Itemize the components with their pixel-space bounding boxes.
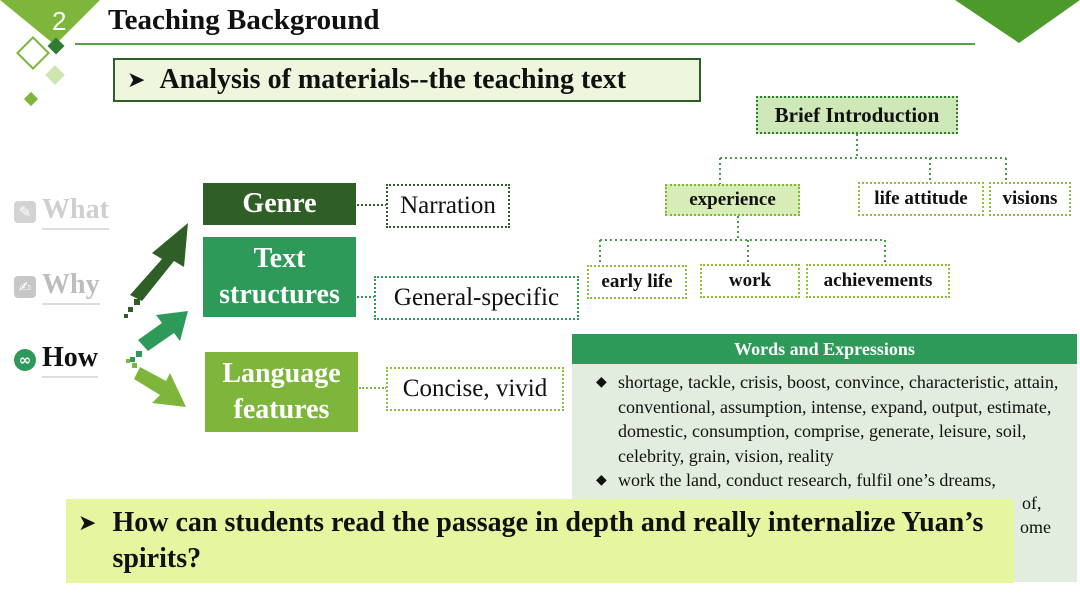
category-label: Text structures xyxy=(219,243,340,310)
tree-node-label: experience xyxy=(689,189,776,210)
sidebar-item-how[interactable] xyxy=(14,342,98,378)
pen-icon: ✍ xyxy=(14,276,36,298)
question-text: How can students read the passage in depth and really internalize Yuan’s spirits? xyxy=(112,507,984,574)
section-number: 2 xyxy=(52,6,67,36)
branch-arrows xyxy=(110,215,200,415)
tree-root-label: Brief Introduction xyxy=(774,102,940,127)
edit-icon: ✎ xyxy=(14,201,36,223)
hidden-fragment-text: ome xyxy=(1020,517,1051,537)
hidden-fragment-text: of, xyxy=(1022,493,1042,513)
sidebar-item-label: How xyxy=(42,342,98,378)
value-genre xyxy=(386,184,510,228)
category-language-features xyxy=(205,352,358,432)
subtitle-text: Analysis of materials--the teaching text xyxy=(159,64,627,95)
tree-node-life-attitude xyxy=(858,182,984,216)
subtitle-box xyxy=(113,58,701,102)
connector-line xyxy=(359,387,387,389)
sidebar-item-why[interactable] xyxy=(14,269,100,305)
category-label: Language features xyxy=(222,358,341,425)
words-list xyxy=(572,364,1077,493)
category-label: Genre xyxy=(242,188,317,219)
arrow-bullet-icon: ➤ xyxy=(78,511,97,536)
connector-line xyxy=(357,204,387,206)
category-text-structures xyxy=(203,237,356,317)
sidebar-item-what[interactable] xyxy=(14,194,109,230)
list-item: ◆ work the land, conduct research, fulfil one’s dreams, xyxy=(586,468,1063,493)
tree-node-work xyxy=(700,264,800,298)
question-box xyxy=(66,499,1014,583)
tree-root xyxy=(756,96,958,134)
tree-node-achievements xyxy=(806,264,950,298)
value-text: General-specific xyxy=(393,284,560,311)
tree-node-label: work xyxy=(728,270,772,291)
value-text-structures xyxy=(374,276,579,320)
corner-decoration-right xyxy=(955,0,1080,45)
sidebar-item-label: What xyxy=(42,194,109,230)
tree-node-label: early life xyxy=(601,271,673,292)
category-genre xyxy=(203,183,356,225)
sidebar-item-label: Why xyxy=(42,269,100,305)
words-panel-header xyxy=(572,334,1077,364)
infinity-icon: ∞ xyxy=(14,349,36,371)
tree-node-early-life xyxy=(587,265,687,299)
list-item: ◆ shortage, tackle, crisis, boost, convince, characteristic, attain, conventional, assumption, intense, expand, output, estimate, domestic, consumption, comprise, generate, leisure, soil, celebrity, grain, vision, reality xyxy=(586,370,1063,468)
tree-node-label: life attitude xyxy=(874,188,968,209)
header-divider xyxy=(75,43,975,45)
tree-node-visions xyxy=(989,182,1071,216)
tree-node-experience xyxy=(665,184,800,216)
words-panel-title: Words and Expressions xyxy=(734,338,915,359)
value-language-features xyxy=(386,367,564,411)
connector-line xyxy=(357,296,375,298)
arrow-bullet-icon: ➤ xyxy=(127,67,146,93)
tree-node-label: achievements xyxy=(823,270,933,291)
page-title: Teaching Background xyxy=(108,4,380,36)
value-text: Narration xyxy=(400,192,496,219)
value-text: Concise, vivid xyxy=(402,375,548,402)
tree-node-label: visions xyxy=(1002,188,1058,209)
